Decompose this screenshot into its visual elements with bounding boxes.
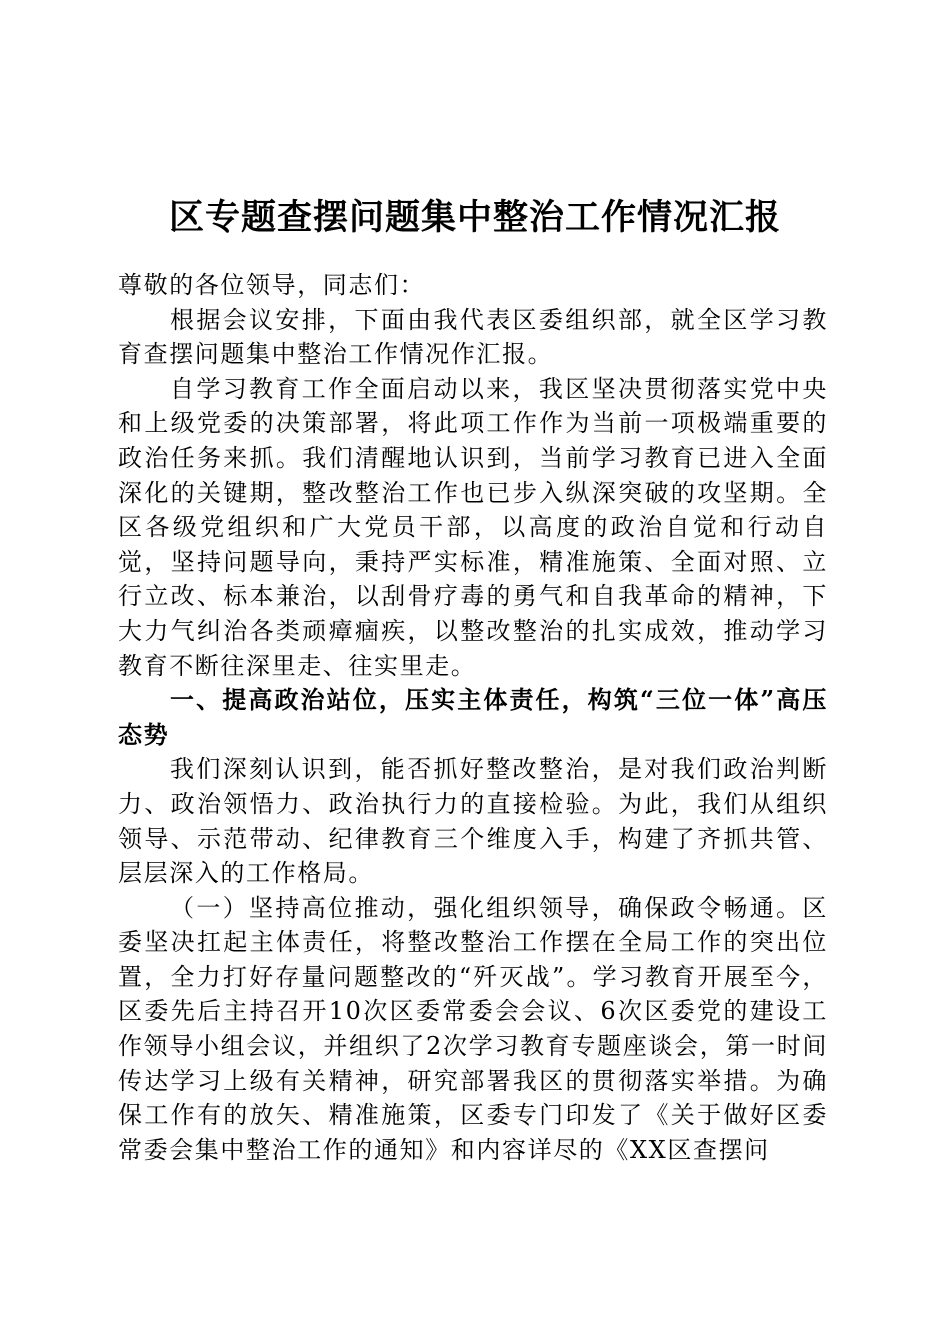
paragraph-intro: 根据会议安排，下面由我代表区委组织部，就全区学习教育查摆问题集中整治工作情况作汇报。: [118, 305, 828, 369]
salutation: 尊敬的各位领导，同志们：: [118, 271, 426, 299]
document-title: 区专题查摆问题集中整治工作情况汇报: [168, 197, 781, 238]
document-body: [118, 268, 828, 1167]
subsection-1: （一）坚持高位推动，强化组织领导，确保政令畅通。区委坚决扛起主体责任，将整改整治工作摆在全局工作的突出位置，全力打好存量问题整改的“歼灭战”。学习教育开展至今，区委先后主持召开10次区委常委会会议、6次区委党的建设工作领导小组会议，并组织了2次学习教育专题座谈会，第一时间传达学习上级有关精神，研究部署我区的贯彻落实举措。为确保工作有的放矢、精准施策，区委专门印发了《关于做好区委常委会集中整治工作的通知》和内容详尽的《XX区查摆问: [118, 893, 828, 1164]
section-1-intro: 我们深刻认识到，能否抓好整改整治，是对我们政治判断力、政治领悟力、政治执行力的直接检验。为此，我们从组织领导、示范带动、纪律教育三个维度入手，构建了齐抓共管、层层深入的工作格局。: [118, 755, 828, 888]
section-heading-1: 一、提高政治站位，压实主体责任，构筑“三位一体”高压态势: [118, 685, 828, 749]
paragraph-overview: 自学习教育工作全面启动以来，我区坚决贯彻落实党中央和上级党委的决策部署，将此项工作作为当前一项极端重要的政治任务来抓。我们清醒地认识到，当前学习教育已进入全面深化的关键期，整改整治工作也已步入纵深突破的攻坚期。全区各级党组织和广大党员干部，以高度的政治自觉和行动自觉，坚持问题导向，秉持严实标准，精准施策、全面对照、立行立改、标本兼治，以刮骨疗毒的勇气和自我革命的精神，下大力气纠治各类顽瘴痼疾，以整改整治的扎实成效，推动学习教育不断往深里走、往实里走。: [118, 374, 828, 680]
